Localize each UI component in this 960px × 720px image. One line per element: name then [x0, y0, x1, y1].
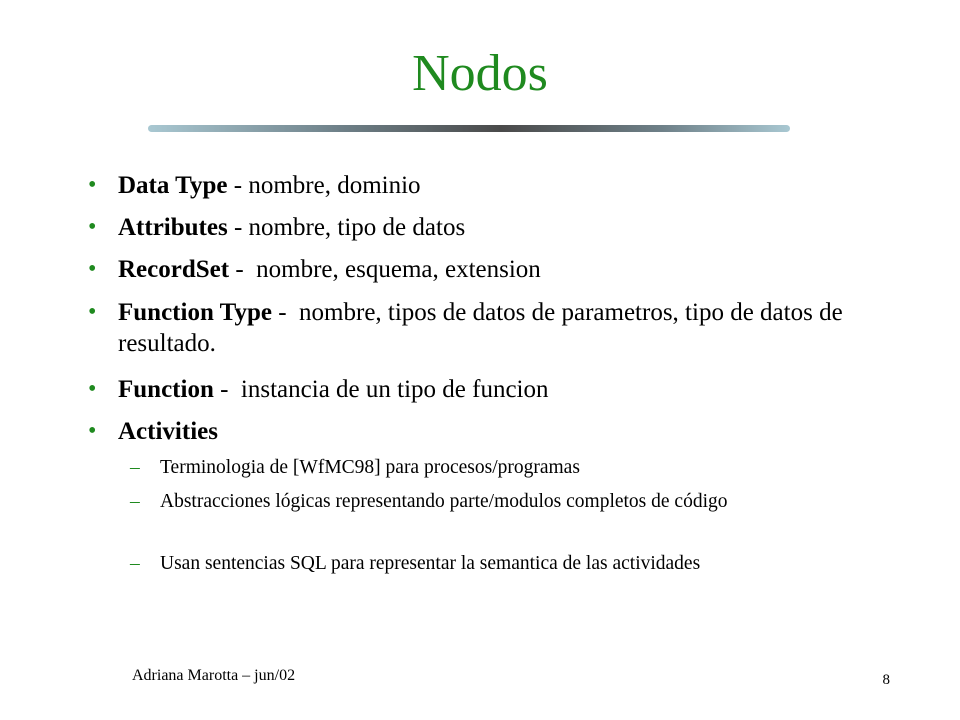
bullet-desc: - instancia de un tipo de funcion: [213, 376, 549, 403]
bullet-term: Function Type: [118, 299, 272, 326]
bullet-marker: •: [88, 172, 97, 198]
bullet-term: Attributes: [118, 214, 228, 241]
sub-bullet-marker: –: [130, 457, 140, 478]
bullet-marker: •: [88, 299, 97, 325]
bullet-desc: - nombre, tipos de datos de parametros, tipo de datos de resultado.: [118, 299, 849, 357]
bullet-desc: - nombre, esquema, extension: [229, 256, 541, 283]
footer-author: Adriana Marotta – jun/02: [132, 667, 296, 684]
bullet-desc: - nombre, tipo de datos: [227, 214, 466, 241]
sub-bullet-marker: –: [130, 553, 140, 574]
sub-bullet-marker: –: [130, 491, 140, 512]
bullet-desc: - nombre, dominio: [227, 172, 421, 199]
sub-bullet-text: Abstracciones lógicas representando parte/modulos completos de código: [160, 491, 728, 512]
bullet-marker: •: [88, 256, 97, 282]
bullet-marker: •: [88, 376, 97, 402]
sub-bullet-text: Usan sentencias SQL para representar la semantica de las actividades: [160, 553, 701, 574]
sub-bullet-text: Terminologia de [WfMC98] para procesos/programas: [160, 457, 580, 478]
bullet-term: RecordSet: [118, 256, 230, 283]
bullet-marker: •: [88, 418, 97, 444]
slide-title: Nodos: [412, 45, 548, 102]
bullet-term: Activities: [118, 418, 218, 445]
bullet-term: Function: [118, 376, 214, 403]
bullet-term: Data Type: [118, 172, 228, 199]
title-divider: [148, 125, 790, 132]
page-number: 8: [882, 672, 890, 688]
bullet-marker: •: [88, 214, 97, 240]
